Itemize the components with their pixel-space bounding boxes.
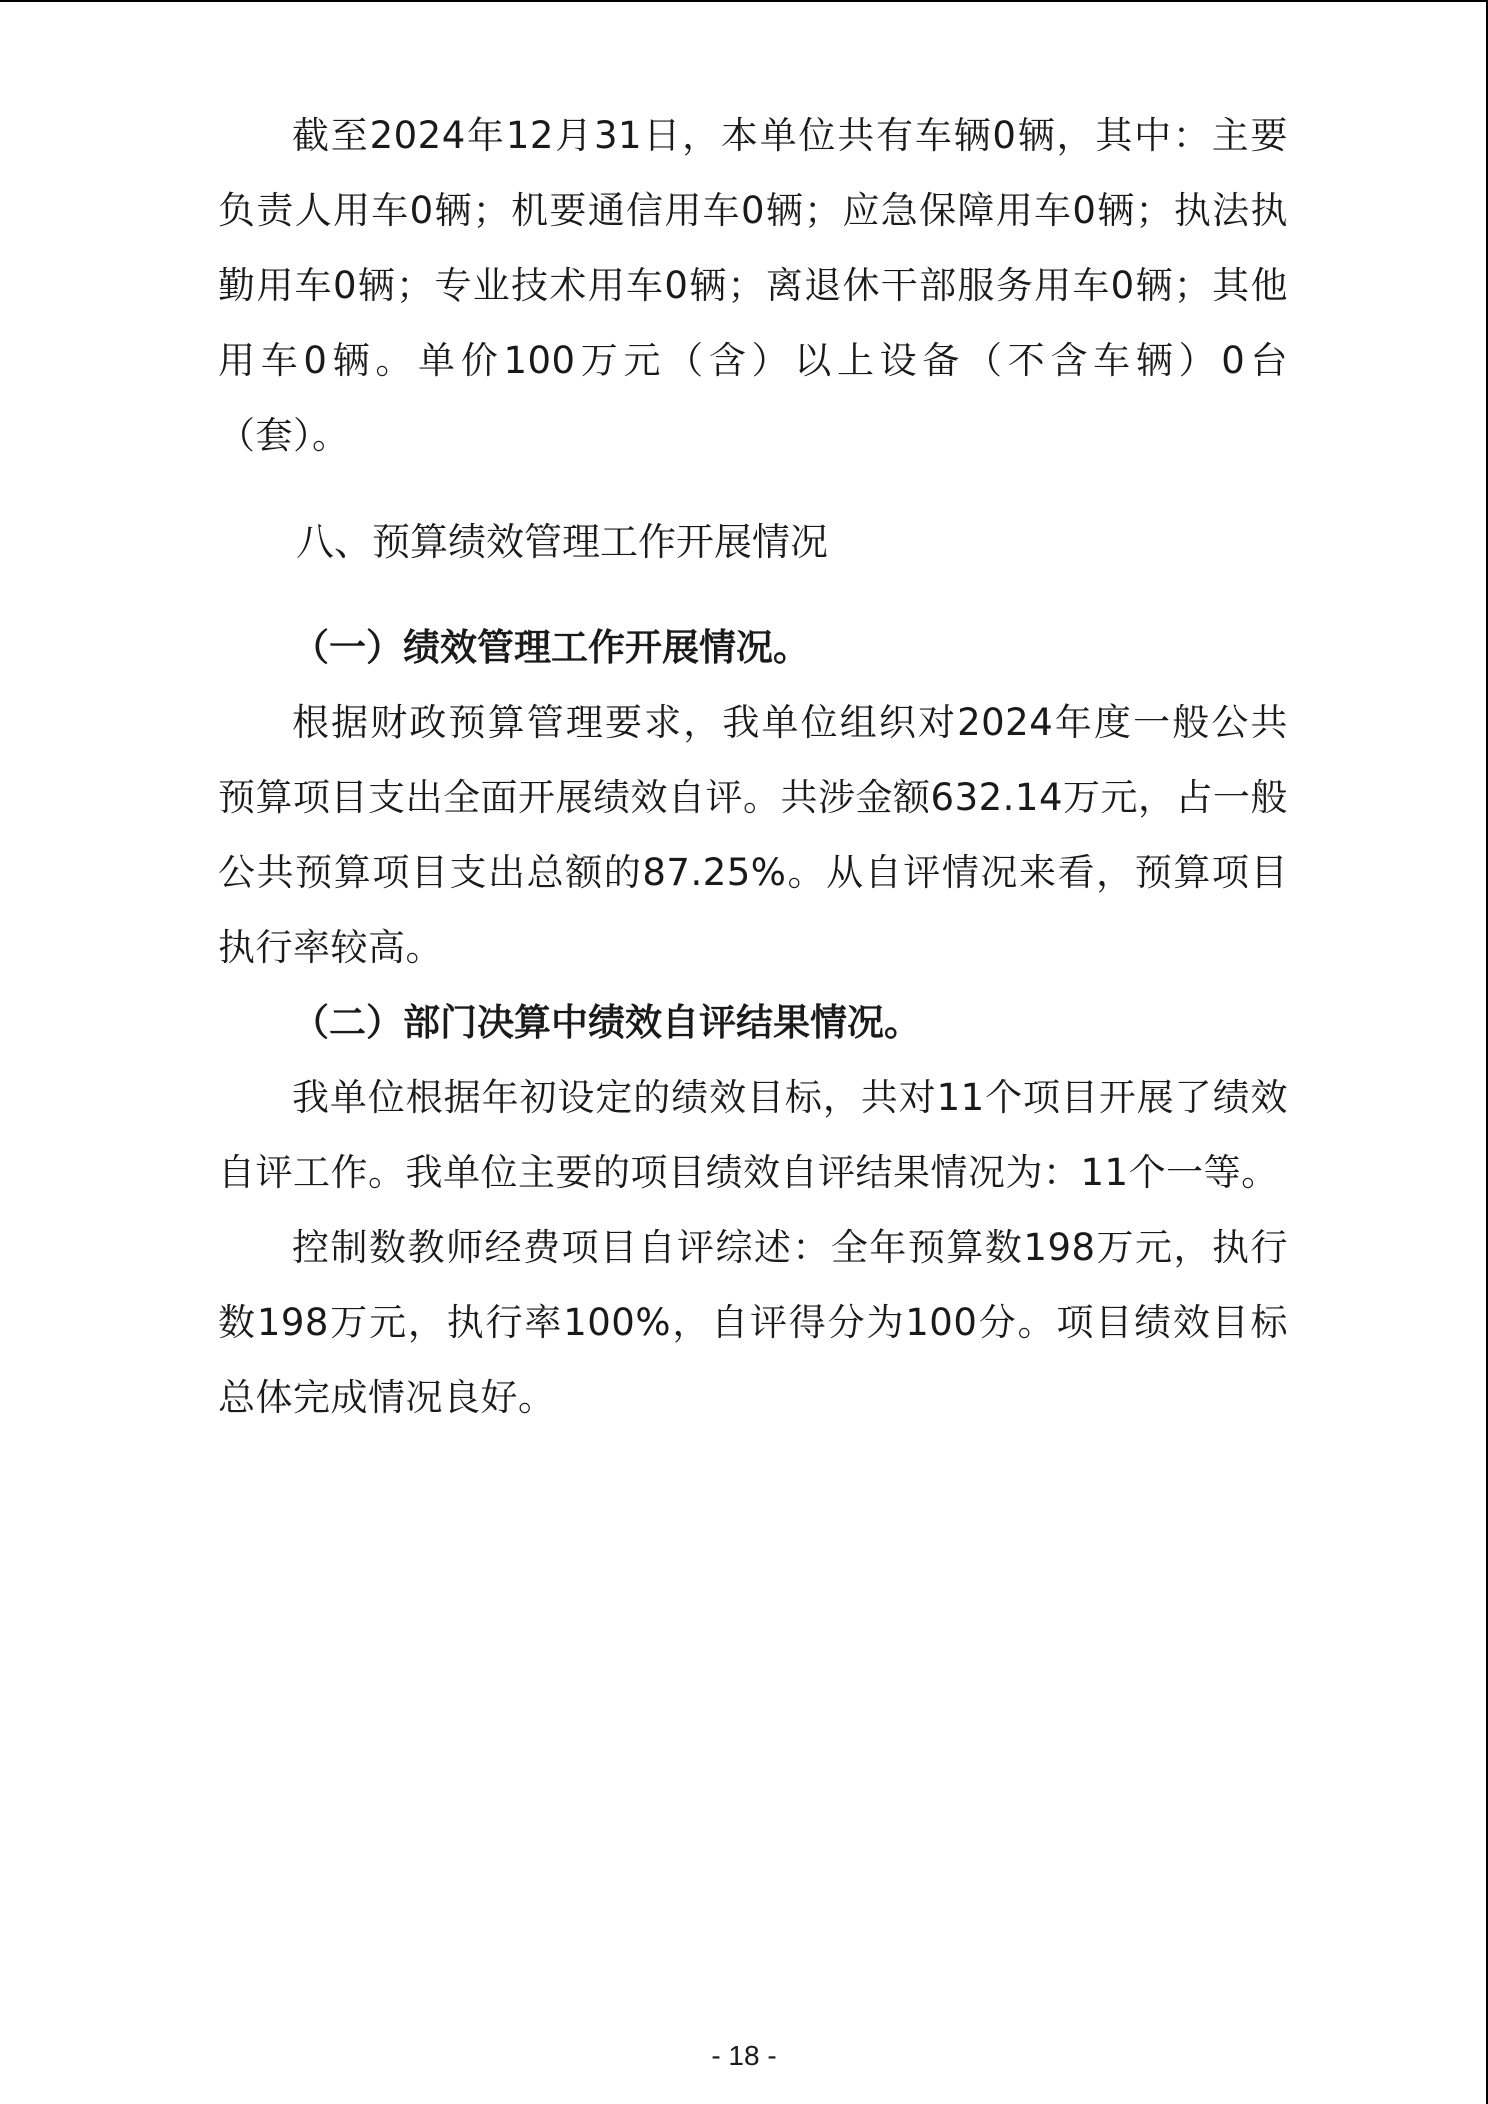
sub-heading-self-evaluation-results: （二）部门决算中绩效自评结果情况。 [292, 1001, 921, 1044]
sub-heading-performance-management: （一）绩效管理工作开展情况。 [292, 626, 810, 669]
performance-management-paragraph: 根据财政预算管理要求，我单位组织对2024年度一般公共预算项目支出全面开展绩效自评。共涉金额632.14万元，占一般公共预算项目支出总额的87.25%。从自评情况来看，预算项目执行率较高。 [218, 701, 1288, 969]
self-evaluation-paragraph: 我单位根据年初设定的绩效目标，共对11个项目开展了绩效自评工作。我单位主要的项目绩效自评结果情况为：11个一等。 [218, 1076, 1288, 1194]
section-title: 八、预算绩效管理工作开展情况 [296, 520, 829, 564]
intro-paragraph: 截至2024年12月31日，本单位共有车辆0辆，其中：主要负责人用车0辆；机要通信用车0辆；应急保障用车0辆；执法执勤用车0辆；专业技术用车0辆；离退休干部服务用车0辆；其他用车0辆。单价100万元（含）以上设备（不含车辆）0台（套）。 [218, 114, 1288, 457]
teacher-funding-summary-paragraph: 控制数教师经费项目自评综述：全年预算数198万元，执行数198万元，执行率100%，自评得分为100分。项目绩效目标总体完成情况良好。 [218, 1226, 1288, 1419]
page-border-top [0, 0, 1488, 2]
document-body [218, 98, 1288, 1435]
page-number: - 18 - [711, 2040, 777, 2071]
